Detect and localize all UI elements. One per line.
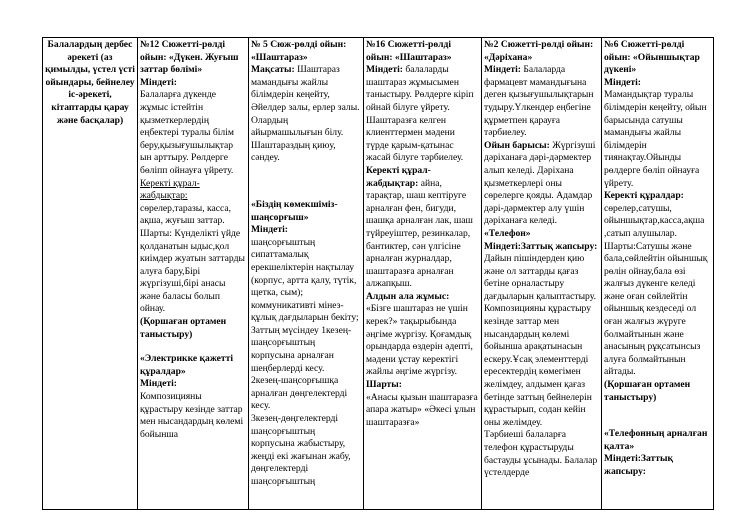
goal-label: Міндеті: — [140, 76, 177, 88]
goal-text: Дайын пішіндерден қию және ол заттарды қағаз бетіне орналастыру дағдыларын қалыптастыру. Композицияны құрастыру кезінде заттар мен нысандардың көлемі бойынша арақатынасын ескеру.Ұсақ элементтерді ересектердің көмегімен желімдеу, алдымен қағаз бетінде заттың бейнелерін құрастырып, содан кейін оны желімдеу. — [484, 253, 596, 428]
game-title: № 5 Сюж-рөлді ойын: «Шаштараз» — [251, 39, 347, 63]
goal-text: Композицияны құрастыру кезінде заттар мен нысандардың көлемі бойынша — [140, 391, 244, 440]
goal-text: Шаштараз мамандығы жайлы білімдерін кеңейту, Әйелдер залы, ерлер залы. Олардың айырмашылығын білу. Шаштараздың қиюу, сәндеу. — [251, 64, 360, 164]
props-label: Керекті құралдар: — [604, 190, 684, 202]
step-text: 2кезең-шаңсорғышқа арналған дөңгелектерді кесу. — [251, 375, 348, 412]
rules-label: Шарты: — [140, 227, 172, 239]
goal-text: Мамандықтар туралы білімдерін кеңейту, ойын барысында сатушы мамандығы жайлы білімдерін тиянақтау.Ойынды рөлдерге бөліп ойнауға үйрету. — [604, 89, 707, 189]
environment-note: (Қоршаған ортамен таныстыру) — [140, 316, 227, 340]
environment-note: (Қоршаған ортамен таныстыру) — [604, 379, 691, 403]
props-label: Керекті құрал-жабдықтар: — [366, 164, 431, 189]
goal-text: шаңсорғыштың сипаттамалық ерекшеліктерін нақтылау (корпус, артта қалу, түтік, щетка, сым); коммуникативті мінез-құлық дағдыларын бекіту; — [251, 236, 359, 324]
table-row — [43, 38, 714, 510]
goal-text: Балаларда фармацевт мамандығына деген қызығушылықтарын тудыру.Үлкендер еңбегіне құрметпен қарауға тәрбиелеу. — [484, 64, 594, 139]
goal-text: балаларды шаштараз жұмысымен таныстыру. Рөлдерге кіріп ойнай білуге үйрету. Шаштаразға келген клиенттермен мәдени түрде қарым-қатынас жасай білуге тәрбиелеу. — [366, 64, 474, 164]
activity-title: «Электрикке қажетті құралдар» — [140, 353, 234, 377]
pre-work-label: Алдын ала жұмыс: — [366, 290, 450, 302]
game-title: №16 Сюжетті-рөлді ойын: «Шаштараз» — [366, 39, 452, 63]
goal-text: Балаларға дүкенде жұмыс істейтін қызметкерлердің еңбектері туралы білім беру,қызығушылықтар ын арттыру. Рөлдерге бөліпп ойнауға үйрету. — [140, 89, 234, 176]
activity-title: «Телефонның арналған қалта» — [604, 428, 708, 452]
course-text: Жүргізуші дәріханаға дәрі-дәрмектер алып келеді. Дәріхана қызметкерлері оны сөрелерге қояды. Адамдар дәрі-дәрмектер алу үшін дәріханаға келеді. — [484, 139, 596, 227]
goal-label: Міндеті: — [366, 64, 403, 76]
game-title: №2 Сюжетті-рөлді ойын: «Дәріхана» — [484, 39, 594, 63]
step-text: Тәрбиеші балаларға телефон құрастыруды бастауды ұсынады. Балалар үстелдерде — [484, 429, 598, 479]
condition-text: «Анасы қызын шаштаразға апара жатыр» «Әкесі ұлын шаштаразға» — [366, 391, 478, 428]
rules-text: Шарты:Сатушы және бала,сөйлейтін ойыншық рөлін ойнау,бала өзі жалғыз дүкенге келеді және оған сөйлейтін ойыншық кездеседі ол оған жалғыз жүруге болмайтынын және анасының рұқсатынсыз алуға болмайтынын айтады. — [604, 240, 708, 378]
goal-label: Міндеті: — [484, 64, 521, 76]
game-title: №12 Сюжетті-рөлді ойын: «Дүкен. Жуғыш заттар бөлімі» — [140, 39, 239, 76]
activity-title: «Біздің көмекшіміз-шаңсорғыш» — [251, 198, 338, 223]
step-text: 3кезең-дөңгелектерді шаңсорғыштың корпусына жабыстыру, жеңді екі жағынан жабу, дөңгелектерді шаңсорғыштың — [251, 413, 351, 487]
goal-label: Міндеті:Заттық жапсыру: — [484, 240, 598, 252]
column-game-6 — [602, 38, 714, 510]
plan-table — [42, 37, 714, 510]
game-title: №6 Сюжетті-рөлді ойын: «Ойыншықтар дүкені» — [604, 39, 700, 76]
goal-label: Міндеті:Заттық жапсыру: — [604, 453, 673, 477]
goal-label: Міндеті: — [604, 76, 641, 88]
condition-label: Шарты: — [366, 379, 402, 391]
column-game-12 — [138, 38, 249, 510]
props-text: айна, тарақтар, шаш кептіруге арналған фен, бигуди, шашқа арналған лак, шаш түйреуіштер, резинкалар, бантиктер, сән үлгісіне арналған журналдар, шаштаразға арналған алжапқыш. — [366, 177, 473, 290]
goal-label: Мақсаты: — [251, 64, 295, 76]
column-game-16 — [364, 38, 482, 510]
column-game-5 — [249, 38, 364, 510]
goal-label: Міндеті: — [251, 224, 288, 236]
rules-text: Күнделікті үйде қолданатын ыдыс,қол киімдер жуатын заттарды алуға бару,Бірі жүргізуші,бірі анасы және баласы болып ойнау. — [140, 227, 245, 315]
course-label: Ойын барысы: — [484, 139, 550, 151]
step-text: Заттың мүсіндеу 1кезең-шаңсорғыштың корпусына арналған шеңберлерді кесу. — [251, 324, 352, 374]
goal-label: Міндеті: — [140, 378, 177, 390]
column-game-2 — [482, 38, 602, 510]
props-label: Керекті құрал-жабдықтар: — [140, 177, 200, 202]
props-text: сөрелер,сатушы, ойыншықтар,касса,ақша ,сатып алушылар. — [604, 202, 705, 239]
pre-work-text: «Бізге шаштараз не үшін керек?» тақырыбында әңгіме жүргізу. Қоғамдық орындарда өздерін әдепті, мәдени ұстау керектігі жайлы әңгіме жүргізу. — [366, 303, 473, 378]
activity-title: «Телефон» — [484, 227, 531, 239]
props-text: сөрелер,таразы, касса, ақша, жуғыш заттар. — [140, 202, 232, 227]
column-independent-activity — [43, 38, 138, 510]
row-heading: Балалардың дербес әрекеті (аз қимылды, үстел үсті ойындары, бейнелеу іс-әрекеті, кітаптарды қарау және басқалар) — [45, 39, 135, 126]
